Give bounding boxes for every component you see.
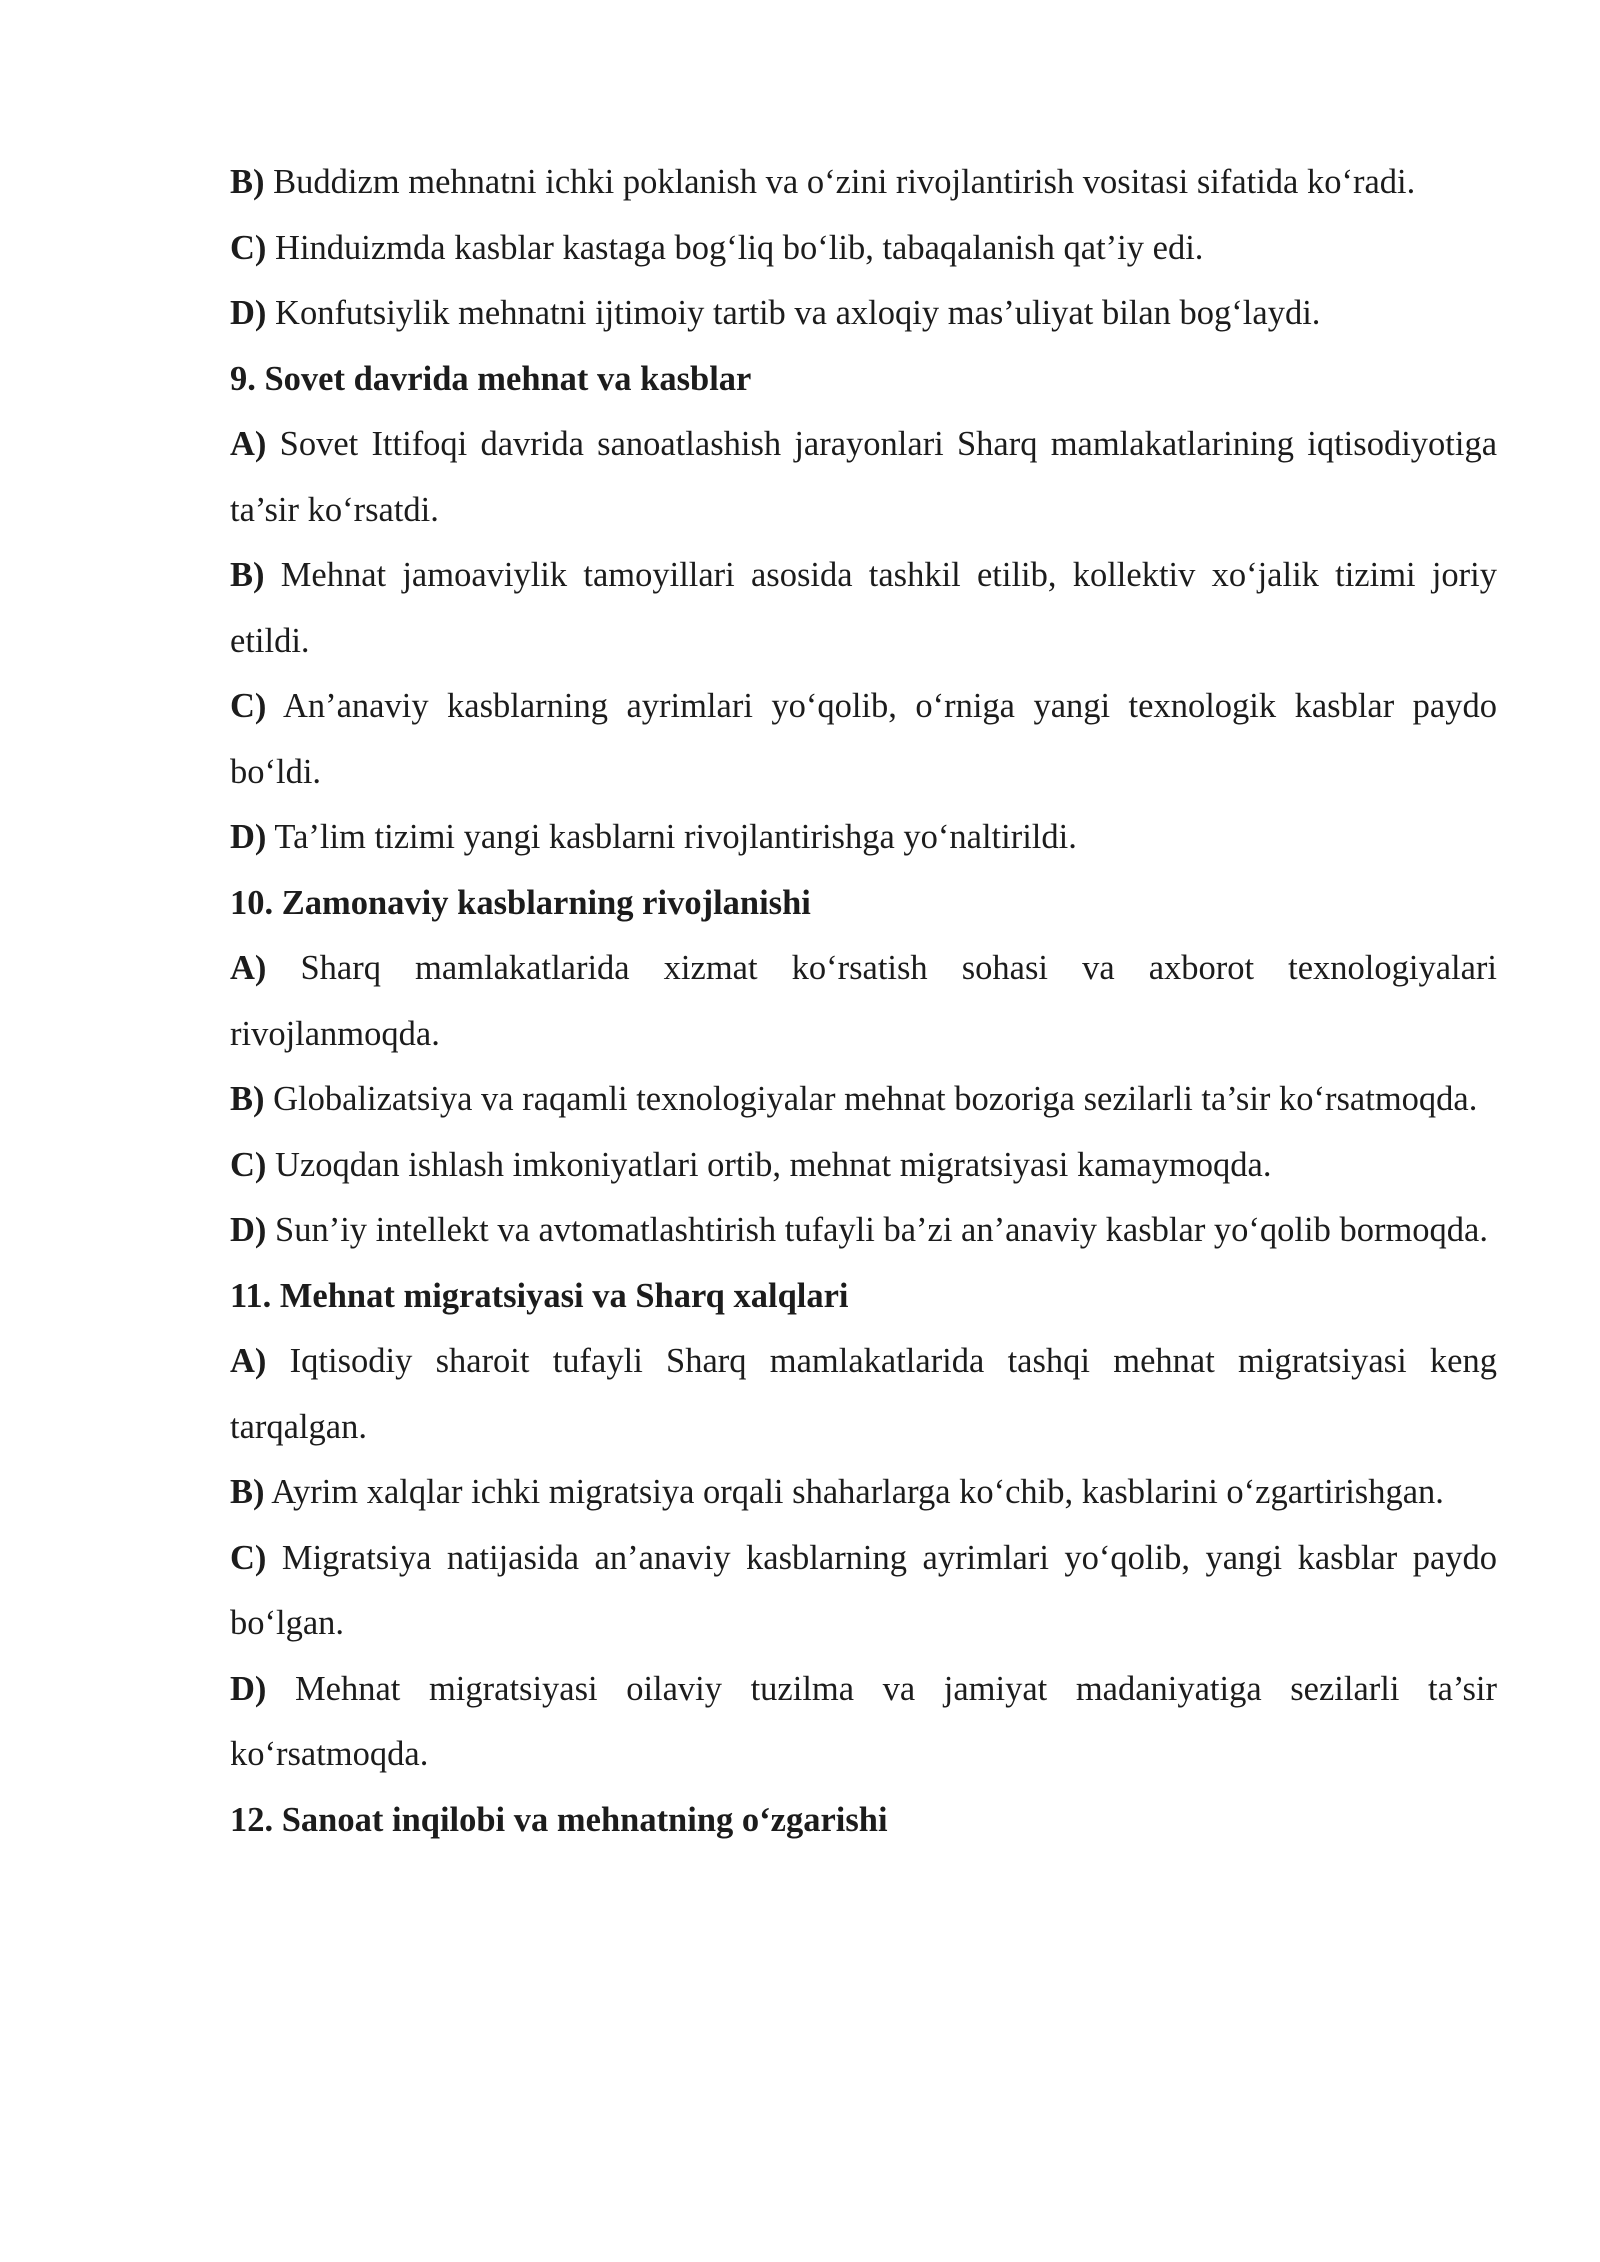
option-letter: C)	[230, 228, 267, 267]
option-letter: D)	[230, 294, 267, 332]
option-letter: C)	[230, 1538, 267, 1577]
option-paragraph	[230, 1329, 1497, 1460]
option-paragraph	[230, 674, 1497, 805]
option-text: Mehnat jamoaviylik tamoyillari asosida tashkil etilib, kollektiv xo‘jalik tizimi joriy etildi.	[230, 556, 1498, 660]
option-text: Hinduizmda kasblar kastaga bog‘liq bo‘lib, tabaqalanish qat’iy edi.	[275, 228, 1204, 267]
option-paragraph	[230, 1460, 1497, 1526]
option-paragraph	[230, 216, 1497, 282]
option-text: Ta’lim tizimi yangi kasblarni rivojlantirishga yo‘naltirildi.	[274, 818, 1077, 856]
option-paragraph	[230, 805, 1497, 871]
option-paragraph	[230, 1198, 1497, 1264]
option-paragraph	[230, 412, 1497, 543]
option-letter: D)	[230, 1669, 267, 1708]
option-paragraph	[230, 1657, 1497, 1788]
section-heading: 12. Sanoat inqilobi va mehnatning o‘zgarishi	[230, 1800, 888, 1839]
option-letter: C)	[230, 687, 267, 725]
option-letter: B)	[230, 556, 265, 594]
option-text: Sovet Ittifoqi davrida sanoatlashish jarayonlari Sharq mamlakatlarining iqtisodiyotiga ta’sir ko‘rsatdi.	[230, 425, 1498, 529]
section-heading: 11. Mehnat migratsiyasi va Sharq xalqlari	[230, 1276, 849, 1315]
option-letter: D)	[230, 1211, 267, 1249]
option-text: Uzoqdan ishlash imkoniyatlari ortib, mehnat migratsiyasi kamaymoqda.	[275, 1145, 1272, 1184]
option-paragraph	[230, 936, 1497, 1067]
option-paragraph	[230, 1067, 1497, 1133]
option-text: Migratsiya natijasida an’anaviy kasblarning ayrimlari yo‘qolib, yangi kasblar paydo bo‘lgan.	[230, 1538, 1498, 1642]
option-paragraph	[230, 150, 1497, 216]
option-letter: A)	[230, 949, 267, 987]
option-letter: C)	[230, 1145, 267, 1184]
option-letter: B)	[230, 1473, 265, 1511]
option-text: Konfutsiylik mehnatni ijtimoiy tartib va axloqiy mas’uliyat bilan bog‘laydi.	[275, 294, 1321, 332]
option-letter: B)	[230, 1080, 265, 1118]
option-text: Sharq mamlakatlarida xizmat ko‘rsatish sohasi va axborot texnologiyalari rivojlanmoqda.	[230, 949, 1497, 1053]
option-text: Globalizatsiya va raqamli texnologiyalar mehnat bozoriga sezilarli ta’sir ko‘rsatmoqda.	[273, 1080, 1478, 1118]
option-letter: A)	[230, 1342, 267, 1380]
option-paragraph	[230, 1133, 1497, 1199]
option-paragraph	[230, 1526, 1497, 1657]
option-text: Sun’iy intellekt va avtomatlashtirish tufayli ba’zi an’anaviy kasblar yo‘qolib bormoqda.	[275, 1211, 1488, 1249]
section-heading: 9. Sovet davrida mehnat va kasblar	[230, 359, 752, 398]
option-text: Iqtisodiy sharoit tufayli Sharq mamlakatlarida tashqi mehnat migratsiyasi keng tarqalgan.	[230, 1342, 1497, 1446]
option-paragraph	[230, 543, 1497, 674]
section-heading: 10. Zamonaviy kasblarning rivojlanishi	[230, 883, 811, 922]
option-text: Buddizm mehnatni ichki poklanish va o‘zini rivojlantirish vositasi sifatida ko‘radi.	[273, 163, 1416, 201]
option-letter: D)	[230, 818, 267, 856]
option-letter: A)	[230, 425, 267, 463]
option-text: Mehnat migratsiyasi oilaviy tuzilma va jamiyat madaniyatiga sezilarli ta’sir ko‘rsatmoqda.	[230, 1669, 1498, 1773]
option-text: An’anaviy kasblarning ayrimlari yo‘qolib, o‘rniga yangi texnologik kasblar paydo bo‘ldi.	[230, 687, 1497, 791]
option-text: Ayrim xalqlar ichki migratsiya orqali shaharlarga ko‘chib, kasblarini o‘zgartirishgan.	[271, 1473, 1444, 1511]
option-letter: B)	[230, 163, 265, 201]
document-page	[230, 150, 1497, 1853]
option-paragraph	[230, 281, 1497, 347]
